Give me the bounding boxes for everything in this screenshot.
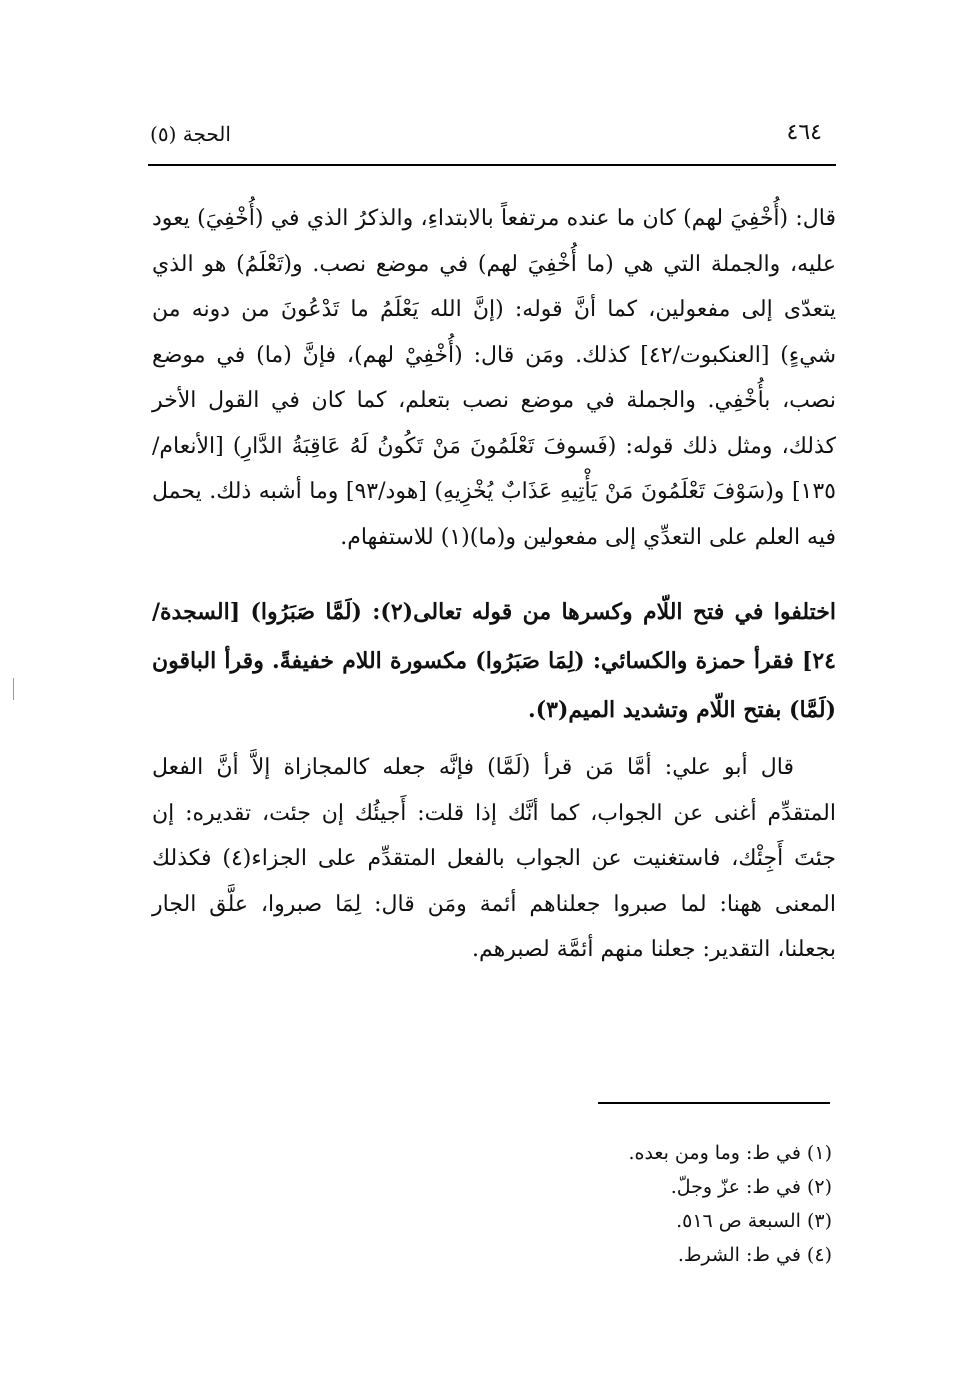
footnote-4: (٤) في ط: الشرط. — [677, 1244, 832, 1266]
footnote-1: (١) في ط: وما ومن بعده. — [628, 1142, 832, 1164]
page-header — [150, 120, 830, 152]
footnote-separator — [598, 1102, 830, 1104]
scan-margin-mark — [13, 678, 14, 700]
paragraph-commentary: قال: (أُخْفِيَ لهم) كان ما عنده مرتفعاً بالابتداءِ، والذكرُ الذي في (أُخْفِيَ) يعود عليه، والجملة التي هي (ما أُخْفِيَ لهم) في موضع نصب. و(تَعْلَمُ) هو الذي يتعدّى إلى مفعولين، كما أنَّ قوله: (إنَّ الله يَعْلَمُ ما تَدْعُونَ من دونه من شيءٍ) [العنكبوت/٤٢] كذلك. ومَن قال: (أُخْفِيْ لهم)، فإنَّ (ما) في موضع نصب، بأُخْفِي. والجملة في موضع نصب بتعلم، كما كان في القول الأخر كذلك، ومثل ذلك قوله: (فَسوفَ تَعْلَمُونَ مَنْ تَكُونُ لَهُ عَاقِبَةُ الدَّارِ) [الأنعام/١٣٥] و(سَوْفَ تَعْلَمُونَ مَنْ يَأْتِيهِ عَذَابٌ يُخْزِيهِ) [هود/٩٣] وما أشبه ذلك. يحمل فيه العلم على التعدِّي إلى مفعولين و(ما)(١) للاستفهام. — [152, 206, 837, 550]
section-heading: اختلفوا في فتح اللّام وكسرها من قوله تعالى(٢): (لَمَّا صَبَرُوا) [السجدة/٢٤] فقرأ حمزة والكسائي: (لِمَا صَبَرُوا) مكسورة اللام خفيفةً. وقرأ الباقون (لَمَّا) بفتح اللّام وتشديد الميم(٣). — [152, 599, 836, 723]
paragraph-abu-ali: قال أبو علي: أمَّا مَن قرأ (لَمَّا) فإنَّه جعله كالمجازاة إلاَّ أنَّ الفعل المتقدِّم أغنى عن الجواب، كما أنَّك إذا قلت: أَجيئُك إن جئت، تقديره: إن جئتَ أَجِئْك، فاستغنيت عن الجواب بالفعل المتقدِّم على الجزاء(٤) فكذلك المعنى ههنا: لما صبروا جعلناهم أئمة ومَن قال: لِمَا صبروا، علَّق الجار بجعلنا، التقدير: جعلنا منهم أئمَّة لصبرهم. — [152, 755, 836, 962]
header-rule — [148, 164, 836, 166]
page-number: ٤٦٤ — [786, 120, 822, 145]
main-text — [152, 196, 836, 973]
footnote-2: (٢) في ط: عزّ وجلّ. — [670, 1176, 832, 1198]
running-title: الحجة (٥) — [150, 122, 231, 146]
footnotes — [500, 1136, 832, 1272]
footnote-3: (٣) السبعة ص ٥١٦. — [676, 1210, 832, 1232]
